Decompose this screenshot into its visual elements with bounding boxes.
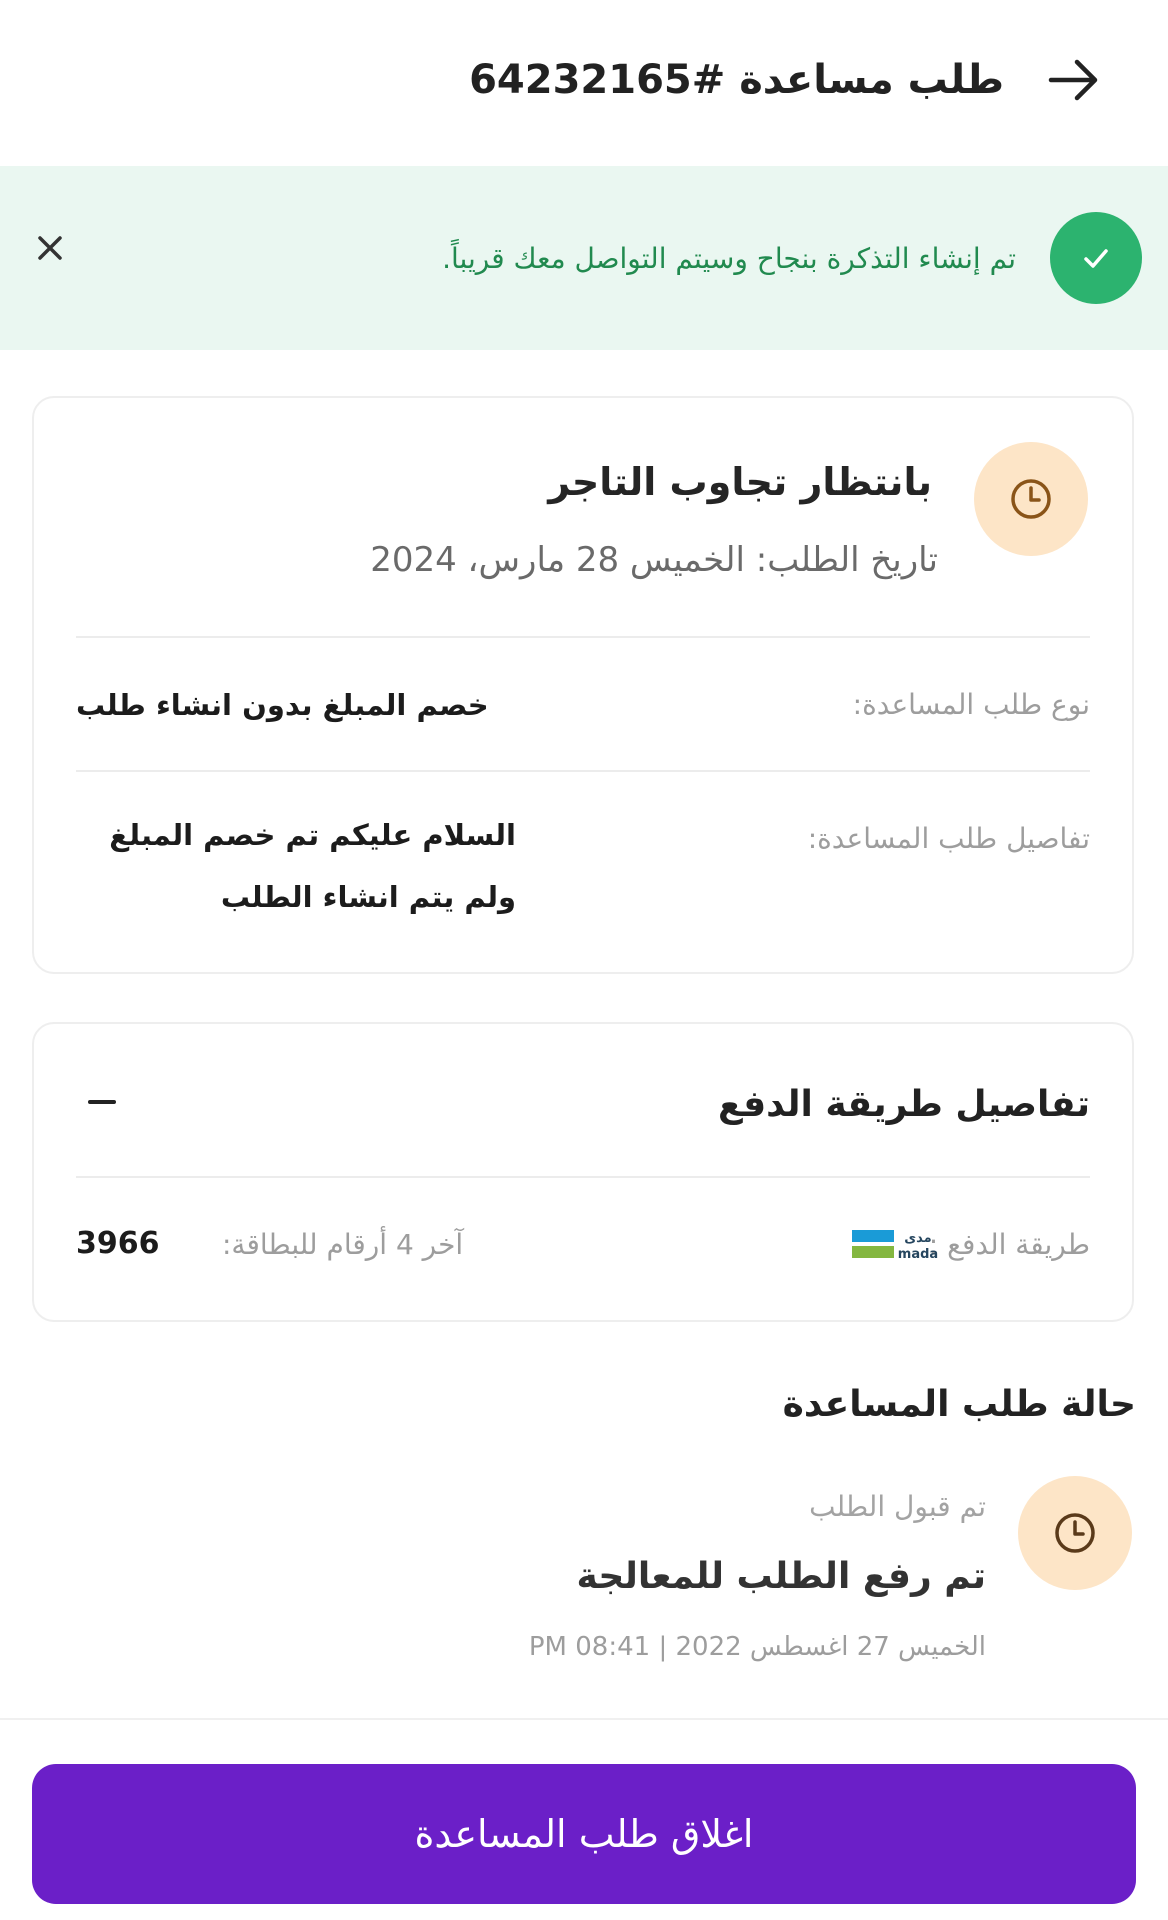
mada-logo-text-ar: مدى <box>904 1231 932 1246</box>
collapse-button[interactable] <box>82 1082 122 1122</box>
clock-icon <box>1018 1476 1132 1590</box>
back-button[interactable] <box>1042 48 1106 112</box>
timeline-item-subtitle: تم قبول الطلب <box>809 1490 986 1523</box>
mada-logo-text-en: mada <box>897 1247 939 1262</box>
check-icon <box>1050 212 1142 304</box>
card-last4-label: آخر 4 أرقام للبطاقة: <box>222 1228 464 1261</box>
request-details-value <box>76 804 516 928</box>
request-details-line: ولم يتم انشاء الطلب <box>220 880 516 914</box>
request-date: تاريخ الطلب: الخميس 28 مارس، 2024 <box>370 540 938 580</box>
header <box>0 0 1168 160</box>
card-last4-value: 3966 <box>76 1226 160 1261</box>
mada-logo <box>852 1228 942 1262</box>
request-status-card <box>32 396 1134 974</box>
success-banner <box>0 166 1168 350</box>
divider <box>76 636 1090 638</box>
page-title: طلب مساعدة #64232165 <box>469 57 1004 103</box>
timeline-item-title: تم رفع الطلب للمعالجة <box>576 1556 986 1597</box>
banner-close-button[interactable] <box>28 226 72 270</box>
close-icon <box>37 235 63 261</box>
banner-message: تم إنشاء التذكرة بنجاح وسيتم التواصل معك قريباً. <box>442 241 1016 275</box>
request-status-section-title: حالة طلب المساعدة <box>782 1384 1136 1425</box>
arrow-right-icon <box>1047 58 1101 102</box>
request-type-label: نوع طلب المساعدة: <box>852 688 1090 721</box>
clock-icon <box>974 442 1088 556</box>
footer-divider <box>0 1718 1168 1720</box>
request-type-value: خصم المبلغ بدون انشاء طلب <box>76 688 489 722</box>
request-details-line: السلام عليكم تم خصم المبلغ <box>109 818 516 852</box>
payment-details-card <box>32 1022 1134 1322</box>
divider <box>76 770 1090 772</box>
status-title: بانتظار تجاوب التاجر <box>548 460 932 504</box>
payment-method-label: طريقة الدفع : <box>928 1228 1090 1261</box>
minus-icon <box>88 1100 116 1104</box>
payment-details-title: تفاصيل طريقة الدفع <box>717 1084 1090 1125</box>
close-request-button[interactable]: اغلاق طلب المساعدة <box>32 1764 1136 1904</box>
divider <box>76 1176 1090 1178</box>
timeline-item-date: الخميس 27 اغسطس 2022 | PM 08:41 <box>528 1632 986 1662</box>
request-details-label: تفاصيل طلب المساعدة: <box>807 822 1090 855</box>
